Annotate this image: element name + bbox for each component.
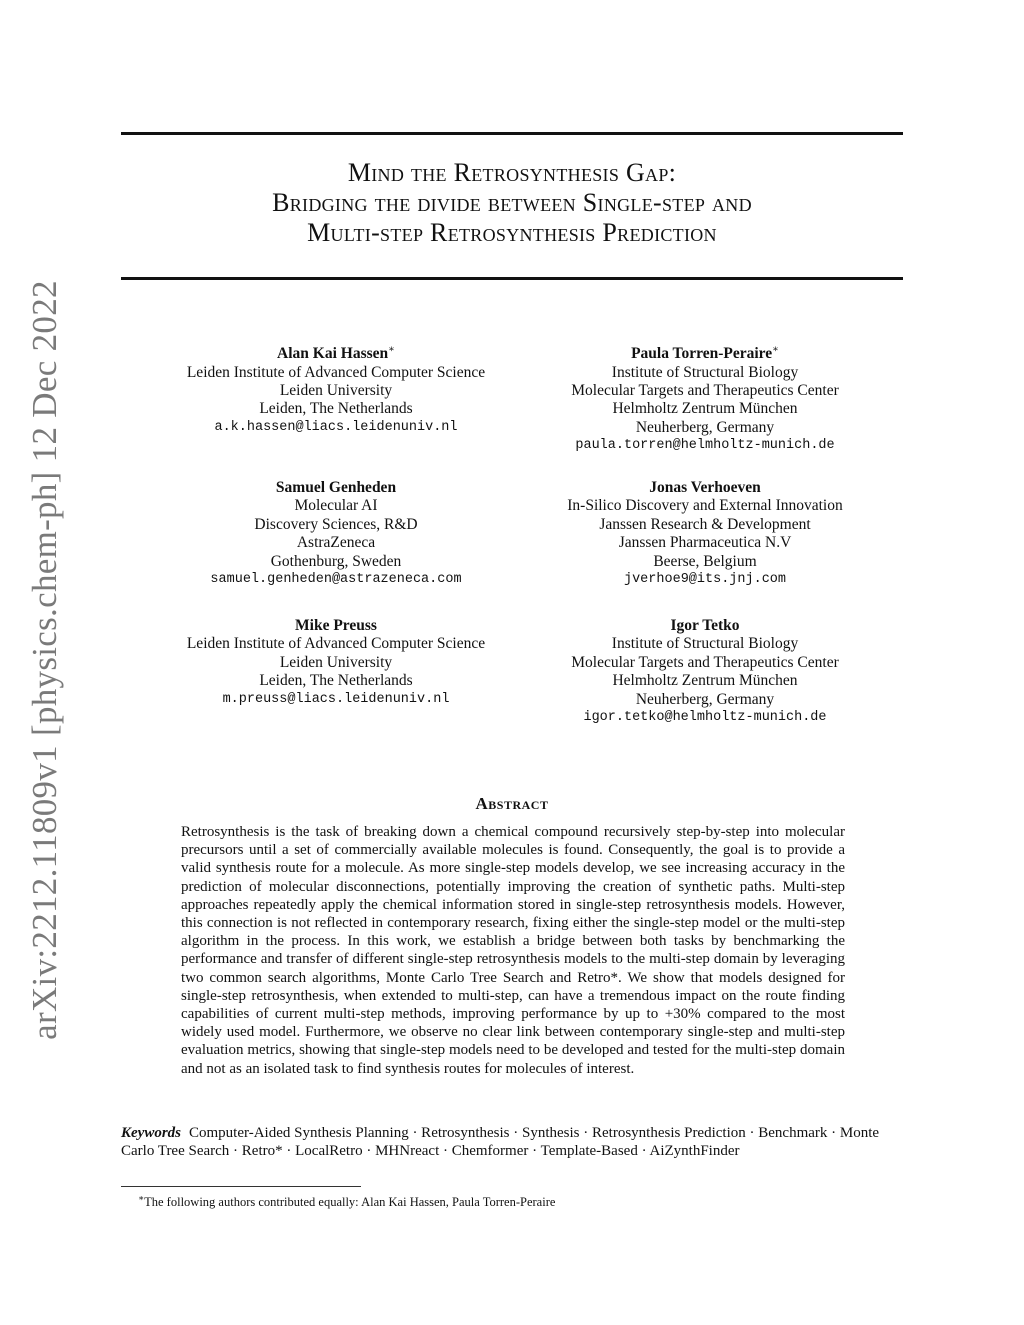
author-block-torren-peraire (505, 341, 905, 456)
footnote-mark: ∗ (138, 1193, 145, 1203)
author-name: Samuel Genheden (275, 479, 397, 496)
author-affiliation: Molecular AI (294, 497, 378, 515)
title-line: Mind the Retrosynthesis Gap: (347, 158, 677, 187)
author-email[interactable]: paula.torren@helmholtz-munich.de (575, 438, 835, 454)
author-name: Igor Tetko (670, 617, 740, 634)
footnote-text: The following authors contributed equally: Alan Kai Hassen, Paula Torren-Peraire (144, 1195, 556, 1210)
author-block-hassen (136, 341, 536, 437)
author-affiliation: Neuherberg, Germany (635, 418, 775, 436)
footnote-rule (121, 1186, 361, 1187)
arxiv-identifier-stamp: arXiv:2212.11809v1 [physics.chem-ph] 12 Dec 2022 (25, 280, 64, 1040)
author-affiliation: Leiden Institute of Advanced Computer Science (186, 635, 486, 653)
author-block-preuss (136, 617, 536, 709)
equal-contribution-mark: ∗ (772, 344, 779, 355)
title-line: Bridging the divide between Single-step and (272, 188, 752, 217)
author-email[interactable]: igor.tetko@helmholtz-munich.de (583, 710, 827, 726)
author-affiliation: Institute of Structural Biology (611, 635, 799, 653)
paper-title (121, 158, 903, 248)
abstract-body: Retrosynthesis is the task of breaking down a chemical compound recursively step-by-step into molecular precursors until a set of commercially available molecules is found. Consequently, the goal is to provide a valid synthesis route for a molecule. As more single-step models develop, we see increasing accuracy in the prediction of molecular disconnections, potentially improving the creation of synthetic paths. Multi-step approaches repeatedly apply the chemical information stored in single-step retrosynthesis models. However, this connection is not reflected in contemporary research, fixing either the single-step model or the multi-step algorithm in the process. In this work, we establish a bridge between both tasks by benchmarking the performance and transfer of different single-step retrosynthesis models to the multi-step domain by leveraging two common search algorithms, Monte Carlo Tree Search and Retro*. We show that models designed for single-step retrosynthesis, when extended to multi-step, can have a tremendous impact on the route finding capabilities of current multi-step methods, improving performance by up to +30% compared to the most widely used model. Furthermore, we observe no clear link between contemporary single-step and multi-step evaluation metrics, showing that single-step models need to be developed and tested for the multi-step domain and not as an isolated task to find synthesis routes for molecules of interest. (181, 824, 845, 1077)
author-name: Paula Torren-Peraire∗ (631, 344, 779, 363)
abstract-heading: Abstract (475, 794, 549, 813)
author-affiliation: Janssen Research & Development (599, 515, 811, 533)
author-name: Alan Kai Hassen∗ (277, 344, 395, 363)
author-affiliation: Leiden University (279, 381, 393, 399)
author-email[interactable]: samuel.genheden@astrazeneca.com (210, 572, 462, 588)
author-affiliation: Helmholtz Zentrum München (612, 672, 798, 690)
author-name: Jonas Verhoeven (649, 479, 761, 496)
keywords-list: Computer-Aided Synthesis Planning · Retrosynthesis · Synthesis · Retrosynthesis Prediction · Benchmark · Monte Carlo Tree Search · Retro* · LocalRetro · MHNreact · Chemformer · Template-Based · AiZynthFinder (121, 1125, 880, 1160)
author-affiliation: Discovery Sciences, R&D (254, 515, 418, 533)
author-email[interactable]: m.preuss@liacs.leidenuniv.nl (222, 691, 450, 707)
author-block-tetko (505, 617, 905, 727)
keywords-section (121, 1124, 911, 1161)
author-email[interactable]: jverhoe9@its.jnj.com (623, 572, 787, 588)
author-affiliation: Molecular Targets and Therapeutics Center (571, 381, 839, 399)
author-block-genheden (136, 479, 536, 589)
author-affiliation: Gothenburg, Sweden (270, 552, 402, 570)
author-affiliation: Janssen Pharmaceutica N.V (618, 534, 792, 552)
author-affiliation: AstraZeneca (296, 534, 376, 552)
author-affiliation: Helmholtz Zentrum München (612, 400, 798, 418)
author-affiliation: In-Silico Discovery and External Innovation (567, 497, 843, 515)
author-affiliation: Leiden University (279, 653, 393, 671)
author-affiliation: Leiden, The Netherlands (259, 400, 413, 418)
footnote (138, 1190, 898, 1210)
keywords-label: Keywords (121, 1125, 181, 1141)
title-rule-top (121, 132, 903, 135)
title-rule-bottom (121, 277, 903, 280)
author-name: Mike Preuss (295, 617, 377, 634)
author-affiliation: Beerse, Belgium (653, 552, 757, 570)
author-affiliation: Neuherberg, Germany (635, 690, 775, 708)
author-affiliation: Leiden Institute of Advanced Computer Science (186, 363, 486, 381)
author-affiliation: Leiden, The Netherlands (259, 672, 413, 690)
author-email[interactable]: a.k.hassen@liacs.leidenuniv.nl (214, 419, 458, 435)
author-affiliation: Institute of Structural Biology (611, 363, 799, 381)
equal-contribution-mark: ∗ (388, 344, 395, 355)
author-affiliation: Molecular Targets and Therapeutics Center (571, 653, 839, 671)
title-line: Multi-step Retrosynthesis Prediction (307, 218, 717, 247)
author-block-verhoeven (505, 479, 905, 589)
